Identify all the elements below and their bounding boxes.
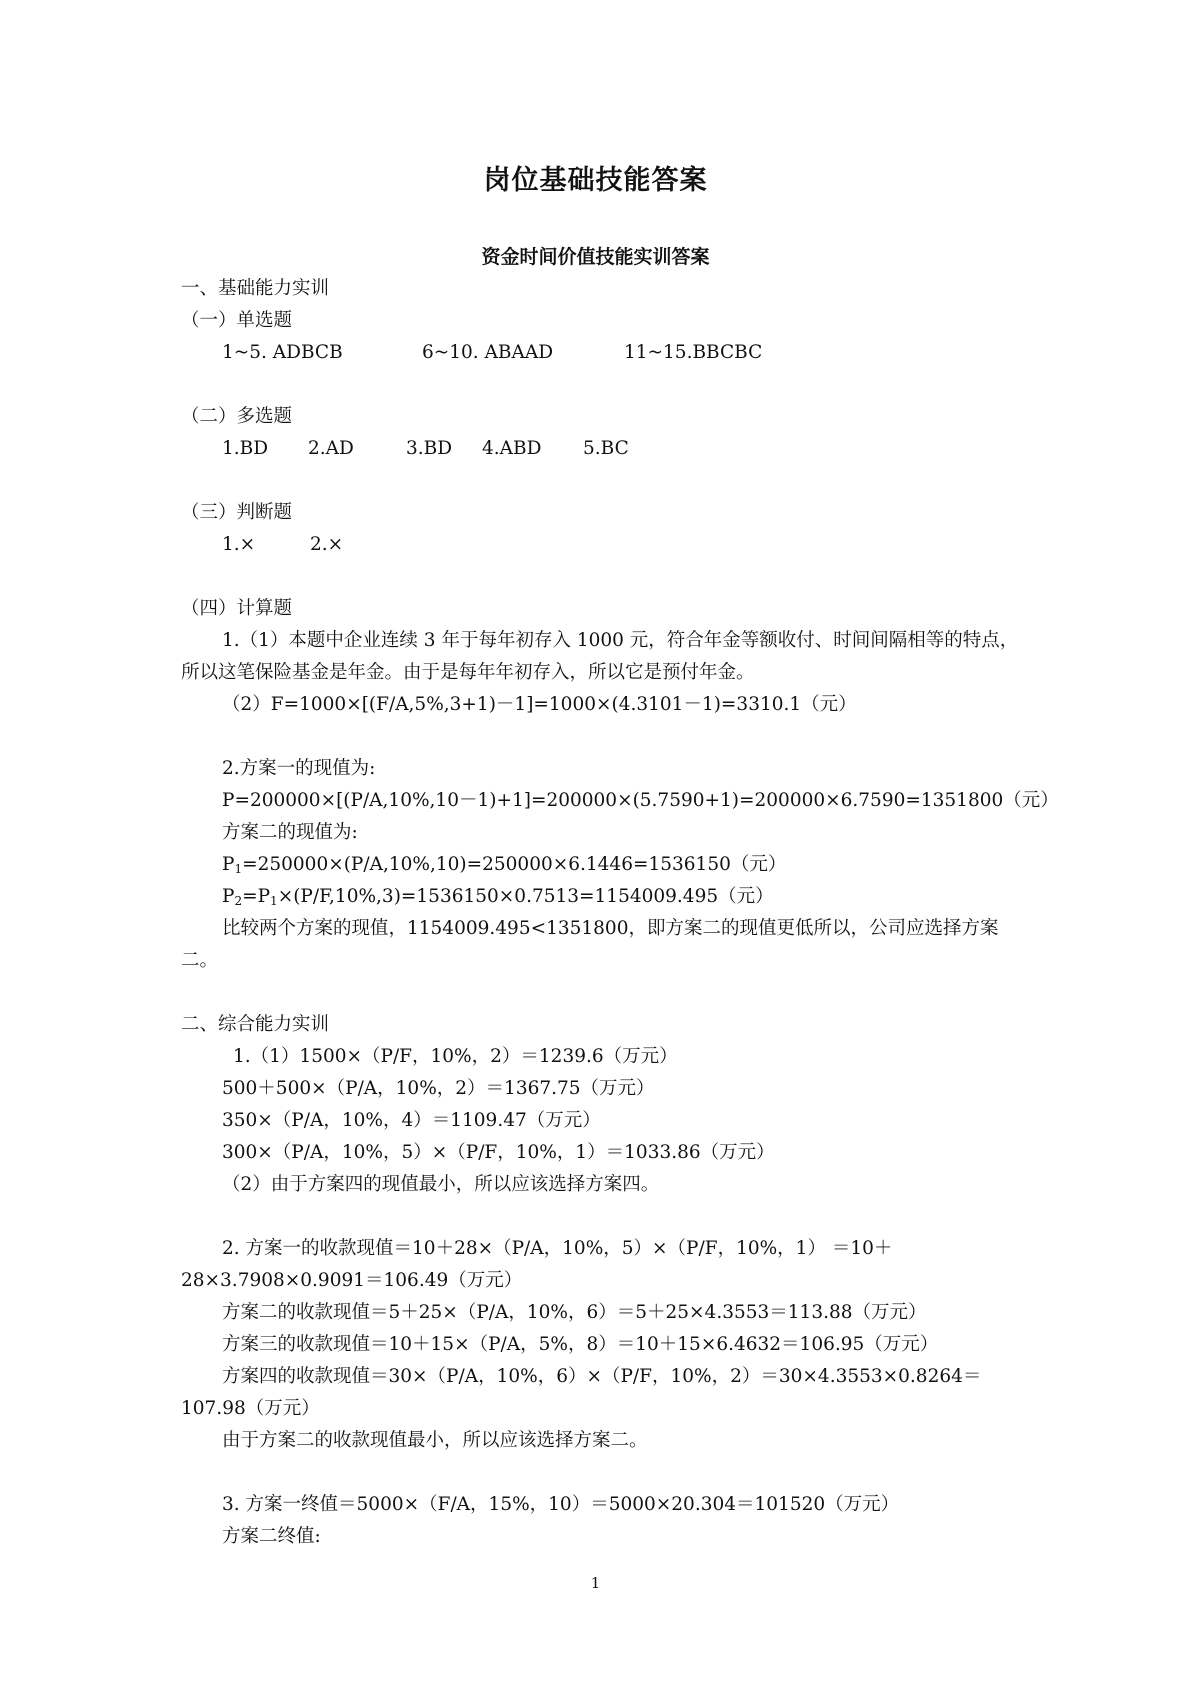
formula-line: 500＋500×（P/A，10%，2）＝1367.75（万元）: [222, 1078, 655, 1099]
answer-row: [181, 337, 1021, 369]
answer-item: 4.ABD: [482, 438, 542, 459]
formula-text: ×(P/F,10%,3)=1536150×0.7513=1154009.495（元）: [277, 886, 774, 907]
formula-text: =P: [242, 886, 271, 907]
formula-symbol: P: [222, 854, 235, 875]
text-line: 方案二终值:: [222, 1526, 321, 1547]
text-line: 由于方案二的收款现值最小，所以应该选择方案二。: [222, 1430, 648, 1451]
paragraph: 2. 方案一的收款现值＝10＋28×（P/A，10%，5）×（P/F，10%，1） ＝10＋28×3.7908×0.9091＝106.49（万元）: [181, 1238, 893, 1291]
text-line: 2.方案一的现值为:: [222, 758, 376, 779]
formula-line: （2）F=1000×[(F/A,5%,3+1)－1]=1000×(4.3101－1)=3310.1（元）: [222, 694, 857, 715]
answer-item: 2.×: [310, 534, 344, 555]
subscript: 1: [234, 862, 243, 876]
section-subtitle: 资金时间价值技能实训答案: [481, 246, 710, 268]
formula-line: 350×（P/A，10%，4）＝1109.47（万元）: [222, 1110, 601, 1131]
page-number: 1: [590, 1574, 601, 1592]
paragraph: 1.（1）本题中企业连续 3 年于每年初存入 1000 元，符合年金等额收付、时间间隔相等的特点，所以这笔保险基金是年金。由于是每年年初存入，所以它是预付年金。: [181, 630, 1019, 683]
subsection-heading: （三）判断题: [181, 502, 293, 523]
subsection-heading: （一）单选题: [181, 310, 293, 331]
answer-row: [181, 529, 1021, 561]
answer-item: 6~10. ABAAD: [422, 342, 554, 363]
answer-item: 1.BD: [222, 438, 269, 459]
formula-line: P=200000×[(P/A,10%,10－1)+1]=200000×(5.7590+1)=200000×6.7590=1351800（元）: [222, 790, 1059, 811]
formula-line: 方案二的收款现值＝5＋25×（P/A，10%，6）＝5＋25×4.3553＝113.88（万元）: [222, 1302, 927, 1323]
text-line: （2）由于方案四的现值最小，所以应该选择方案四。: [222, 1174, 660, 1195]
answer-item: 2.AD: [308, 438, 354, 459]
answer-item: 3.BD: [406, 438, 453, 459]
formula-line: [181, 881, 1021, 913]
formula-line: 方案三的收款现值＝10＋15×（P/A，5%，8）＝10＋15×6.4632＝106.95（万元）: [222, 1334, 939, 1355]
formula-symbol: P: [222, 886, 235, 907]
page-title: 岗位基础技能答案: [483, 165, 708, 196]
formula-line: 1.（1）1500×（P/F，10%，2）＝1239.6（万元）: [233, 1046, 678, 1067]
formula-line: 300×（P/A，10%，5）×（P/F，10%，1）＝1033.86（万元）: [222, 1142, 775, 1163]
text-line: 方案二的现值为:: [222, 822, 358, 843]
formula-text: =250000×(P/A,10%,10)=250000×6.1446=1536150（元）: [242, 854, 787, 875]
formula-line: 3. 方案一终值＝5000×（F/A，15%，10）＝5000×20.304＝101520（万元）: [222, 1494, 900, 1515]
answer-item: 11~15.BBCBC: [624, 342, 763, 363]
section-heading: 二、综合能力实训: [181, 1014, 330, 1035]
answer-item: 1~5. ADBCB: [222, 342, 343, 363]
paragraph: 方案四的收款现值＝30×（P/A，10%，6）×（P/F，10%，2）＝30×4.3553×0.8264＝107.98（万元）: [181, 1366, 982, 1419]
subsection-heading: （四）计算题: [181, 598, 293, 619]
answer-item: 5.BC: [583, 438, 629, 459]
document-body: [181, 273, 1059, 1553]
answer-item: 1.×: [222, 534, 256, 555]
answer-row: [181, 433, 1021, 465]
paragraph: 比较两个方案的现值，1154009.495<1351800，即方案二的现值更低所以，公司应选择方案二。: [181, 918, 999, 971]
subscript: 1: [270, 894, 278, 908]
subscript: 2: [234, 894, 243, 908]
section-heading: 一、基础能力实训: [181, 278, 330, 299]
formula-line: [181, 849, 1021, 881]
subsection-heading: （二）多选题: [181, 406, 293, 427]
